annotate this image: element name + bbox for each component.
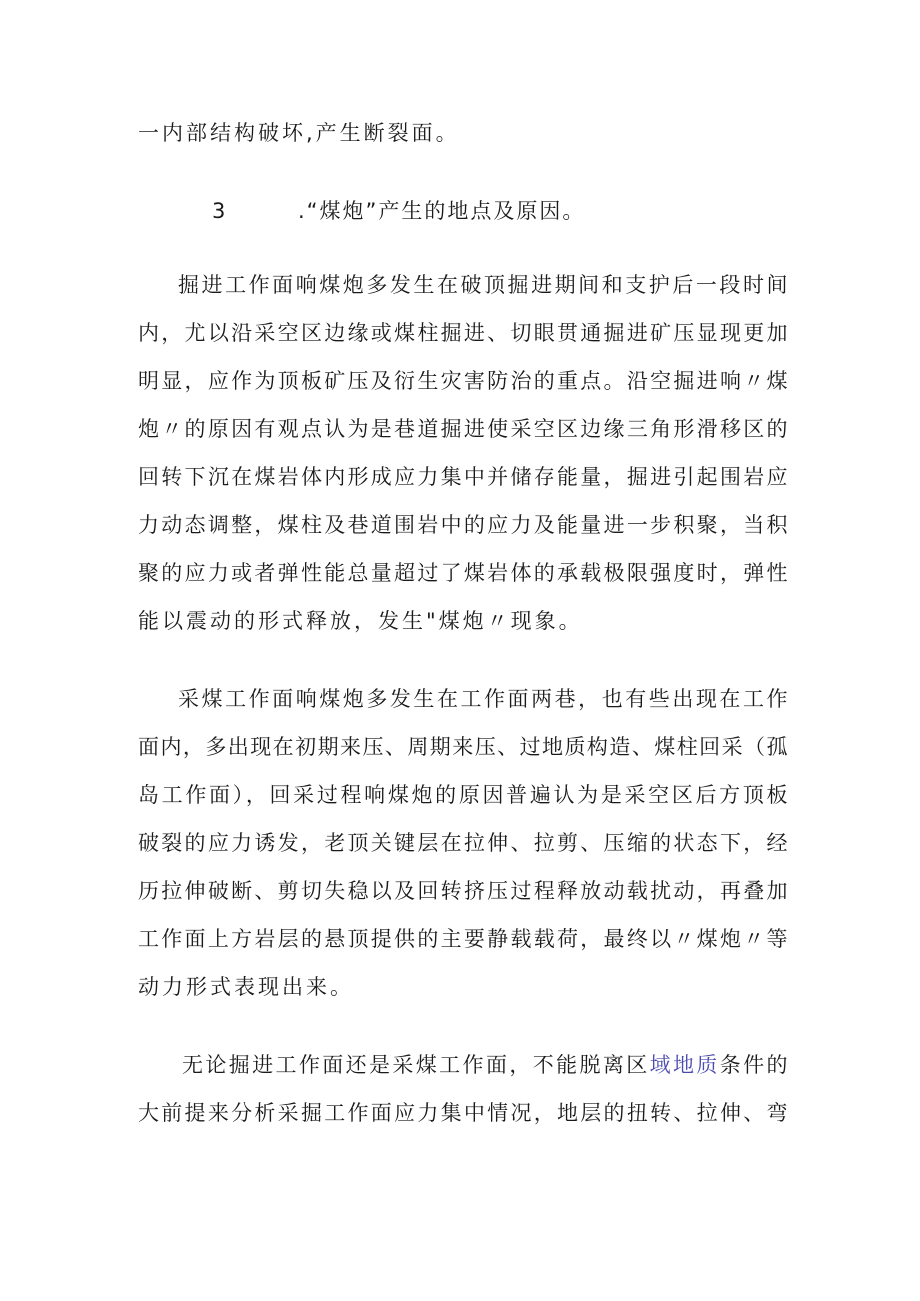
section-heading: .“煤炮”产生的地点及原因。 bbox=[298, 199, 586, 223]
paragraph2-line: 历拉伸破断、剪切失稳以及回转挤压过程释放动载扰动，再叠加 bbox=[138, 879, 788, 903]
paragraph3-highlight: 域地质 bbox=[649, 1053, 720, 1077]
paragraph2-line: 动力形式表现出来。 bbox=[138, 975, 354, 999]
paragraph2-line: 工作面上方岩层的悬顶提供的主要静载载荷，最终以〃煤炮〃等 bbox=[138, 927, 788, 951]
paragraph1-line: 掘进工作面响煤炮多发生在破顶掘进期间和支护后一段时间 bbox=[178, 273, 788, 297]
paragraph1-line: 炮〃的原因有观点认为是巷道掘进使采空区边缘三角形滑移区的 bbox=[138, 417, 788, 441]
paragraph1-line: 能以震动的形式释放，发生"煤炮〃现象。 bbox=[138, 609, 583, 633]
paragraph2-line: 破裂的应力诱发，老顶关键层在拉伸、拉剪、压缩的状态下，经 bbox=[138, 831, 788, 855]
paragraph1-line: 内，尤以沿采空区边缘或煤柱掘进、切眼贯通掘进矿压显现更加 bbox=[138, 321, 788, 345]
paragraph2-line: 面内，多出现在初期来压、周期来压、过地质构造、煤柱回采（孤 bbox=[138, 735, 788, 759]
paragraph3-text: 无论掘进工作面还是采煤工作面，不能脱离区 bbox=[182, 1053, 650, 1077]
paragraph3-line bbox=[182, 1050, 788, 1080]
top-line: 一内部结构破坏,产生断裂面。 bbox=[138, 121, 460, 145]
paragraph3-line: 大前提来分析采掘工作面应力集中情况，地层的扭转、拉伸、弯 bbox=[138, 1101, 788, 1125]
paragraph1-line: 明显，应作为顶板矿压及衍生灾害防治的重点。沿空掘进响〃煤 bbox=[138, 369, 788, 393]
section-number: 3 bbox=[212, 199, 228, 223]
paragraph2-line: 采煤工作面响煤炮多发生在工作面两巷，也有些出现在工作 bbox=[178, 687, 788, 711]
paragraph1-line: 聚的应力或者弹性能总量超过了煤岩体的承载极限强度时，弹性 bbox=[138, 561, 788, 585]
paragraph1-line: 力动态调整，煤柱及巷道围岩中的应力及能量进一步积聚，当积 bbox=[138, 513, 788, 537]
paragraph1-line: 回转下沉在煤岩体内形成应力集中并储存能量，掘进引起围岩应 bbox=[138, 465, 788, 489]
paragraph3-text: 条件的 bbox=[719, 1053, 789, 1077]
paragraph2-line: 岛工作面），回采过程响煤炮的原因普遍认为是采空区后方顶板 bbox=[138, 783, 788, 807]
